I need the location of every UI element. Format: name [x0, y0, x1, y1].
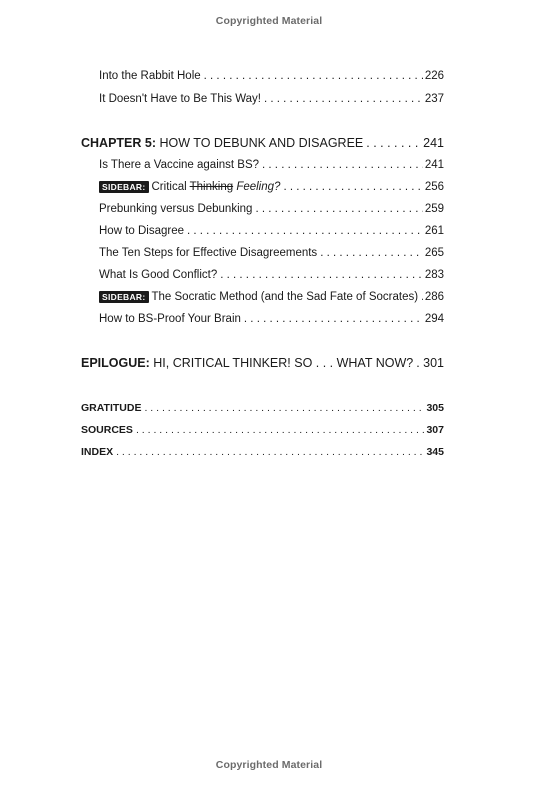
entry-page: 259: [424, 203, 444, 215]
epilogue-page: 301: [423, 356, 444, 370]
entry-title: How to BS-Proof Your Brain: [99, 313, 241, 325]
entry-page: 261: [424, 225, 444, 237]
sidebar-badge: SIDEBAR:: [99, 181, 149, 193]
epilogue-label: EPILOGUE:: [81, 356, 150, 370]
entry-title: Is There a Vaccine against BS?: [99, 159, 260, 171]
entry-title: Prebunking versus Debunking: [99, 203, 253, 215]
entry-title: [152, 181, 281, 193]
dot-leader: [184, 225, 423, 237]
epilogue-heading: [81, 356, 444, 370]
entry-title: SOURCES: [81, 424, 133, 436]
dot-leader: [141, 402, 424, 414]
dot-leader: [261, 93, 423, 105]
entry-page: 241: [424, 159, 444, 171]
header-copyright: Copyrighted Material: [215, 15, 323, 27]
dot-leader: [413, 356, 421, 370]
entry-title: GRATITUDE: [81, 402, 142, 414]
entry-title: What Is Good Conflict?: [99, 269, 218, 281]
entry-page: 305: [426, 402, 444, 414]
entry-page: 226: [424, 70, 444, 82]
dot-leader: [259, 159, 423, 171]
toc-entry: [99, 313, 444, 325]
back-matter-entry: [81, 446, 444, 458]
entry-page: 345: [426, 446, 444, 458]
back-matter-entry: [81, 424, 444, 436]
entry-title: How to Disagree: [99, 225, 185, 237]
sidebar-badge: SIDEBAR:: [99, 291, 149, 303]
toc-entry: [99, 159, 444, 171]
footer-copyright: Copyrighted Material: [215, 759, 323, 771]
entry-page: 294: [424, 313, 444, 325]
entry-page: 307: [426, 424, 444, 436]
chapter-heading: [81, 136, 444, 150]
entry-title: It Doesn't Have to Be This Way!: [99, 93, 261, 105]
entry-title: The Socratic Method (and the Sad Fate of Socrates): [151, 291, 419, 303]
dot-leader: [113, 446, 424, 458]
entry-page: 286: [424, 291, 444, 303]
entry-title: The Ten Steps for Effective Disagreements: [99, 247, 318, 259]
entry-page: 265: [424, 247, 444, 259]
dot-leader: [133, 424, 425, 436]
entry-title-pre: Critical: [151, 181, 187, 193]
toc-entry: [99, 247, 444, 259]
chapter-label: CHAPTER 5:: [81, 136, 157, 150]
toc-entry: [99, 93, 444, 105]
dot-leader: [241, 313, 423, 325]
toc-entry: [99, 203, 444, 215]
chapter-title: HOW TO DEBUNK AND DISAGREE: [159, 136, 364, 150]
entry-page: 237: [424, 93, 444, 105]
toc-entry-sidebar: [99, 291, 444, 303]
entry-title-struck: Thinking: [189, 181, 234, 193]
chapter-page: 241: [423, 136, 444, 150]
dot-leader: [317, 247, 423, 259]
back-matter-entry: [81, 402, 444, 414]
dot-leader: [201, 70, 423, 82]
entry-title: Into the Rabbit Hole: [99, 70, 201, 82]
entry-title-italic: Feeling?: [236, 181, 281, 193]
toc-entry-sidebar: [99, 181, 444, 193]
toc-entry: [99, 225, 444, 237]
entry-page: 283: [424, 269, 444, 281]
toc-entry: [99, 70, 444, 82]
dot-leader: [280, 181, 422, 193]
toc-entry: [99, 269, 444, 281]
dot-leader: [252, 203, 422, 215]
dot-leader: [217, 269, 423, 281]
epilogue-title: HI, CRITICAL THINKER! SO . . . WHAT NOW?: [153, 356, 414, 370]
entry-title: INDEX: [81, 446, 114, 458]
entry-page: 256: [424, 181, 444, 193]
dot-leader: [363, 136, 421, 150]
